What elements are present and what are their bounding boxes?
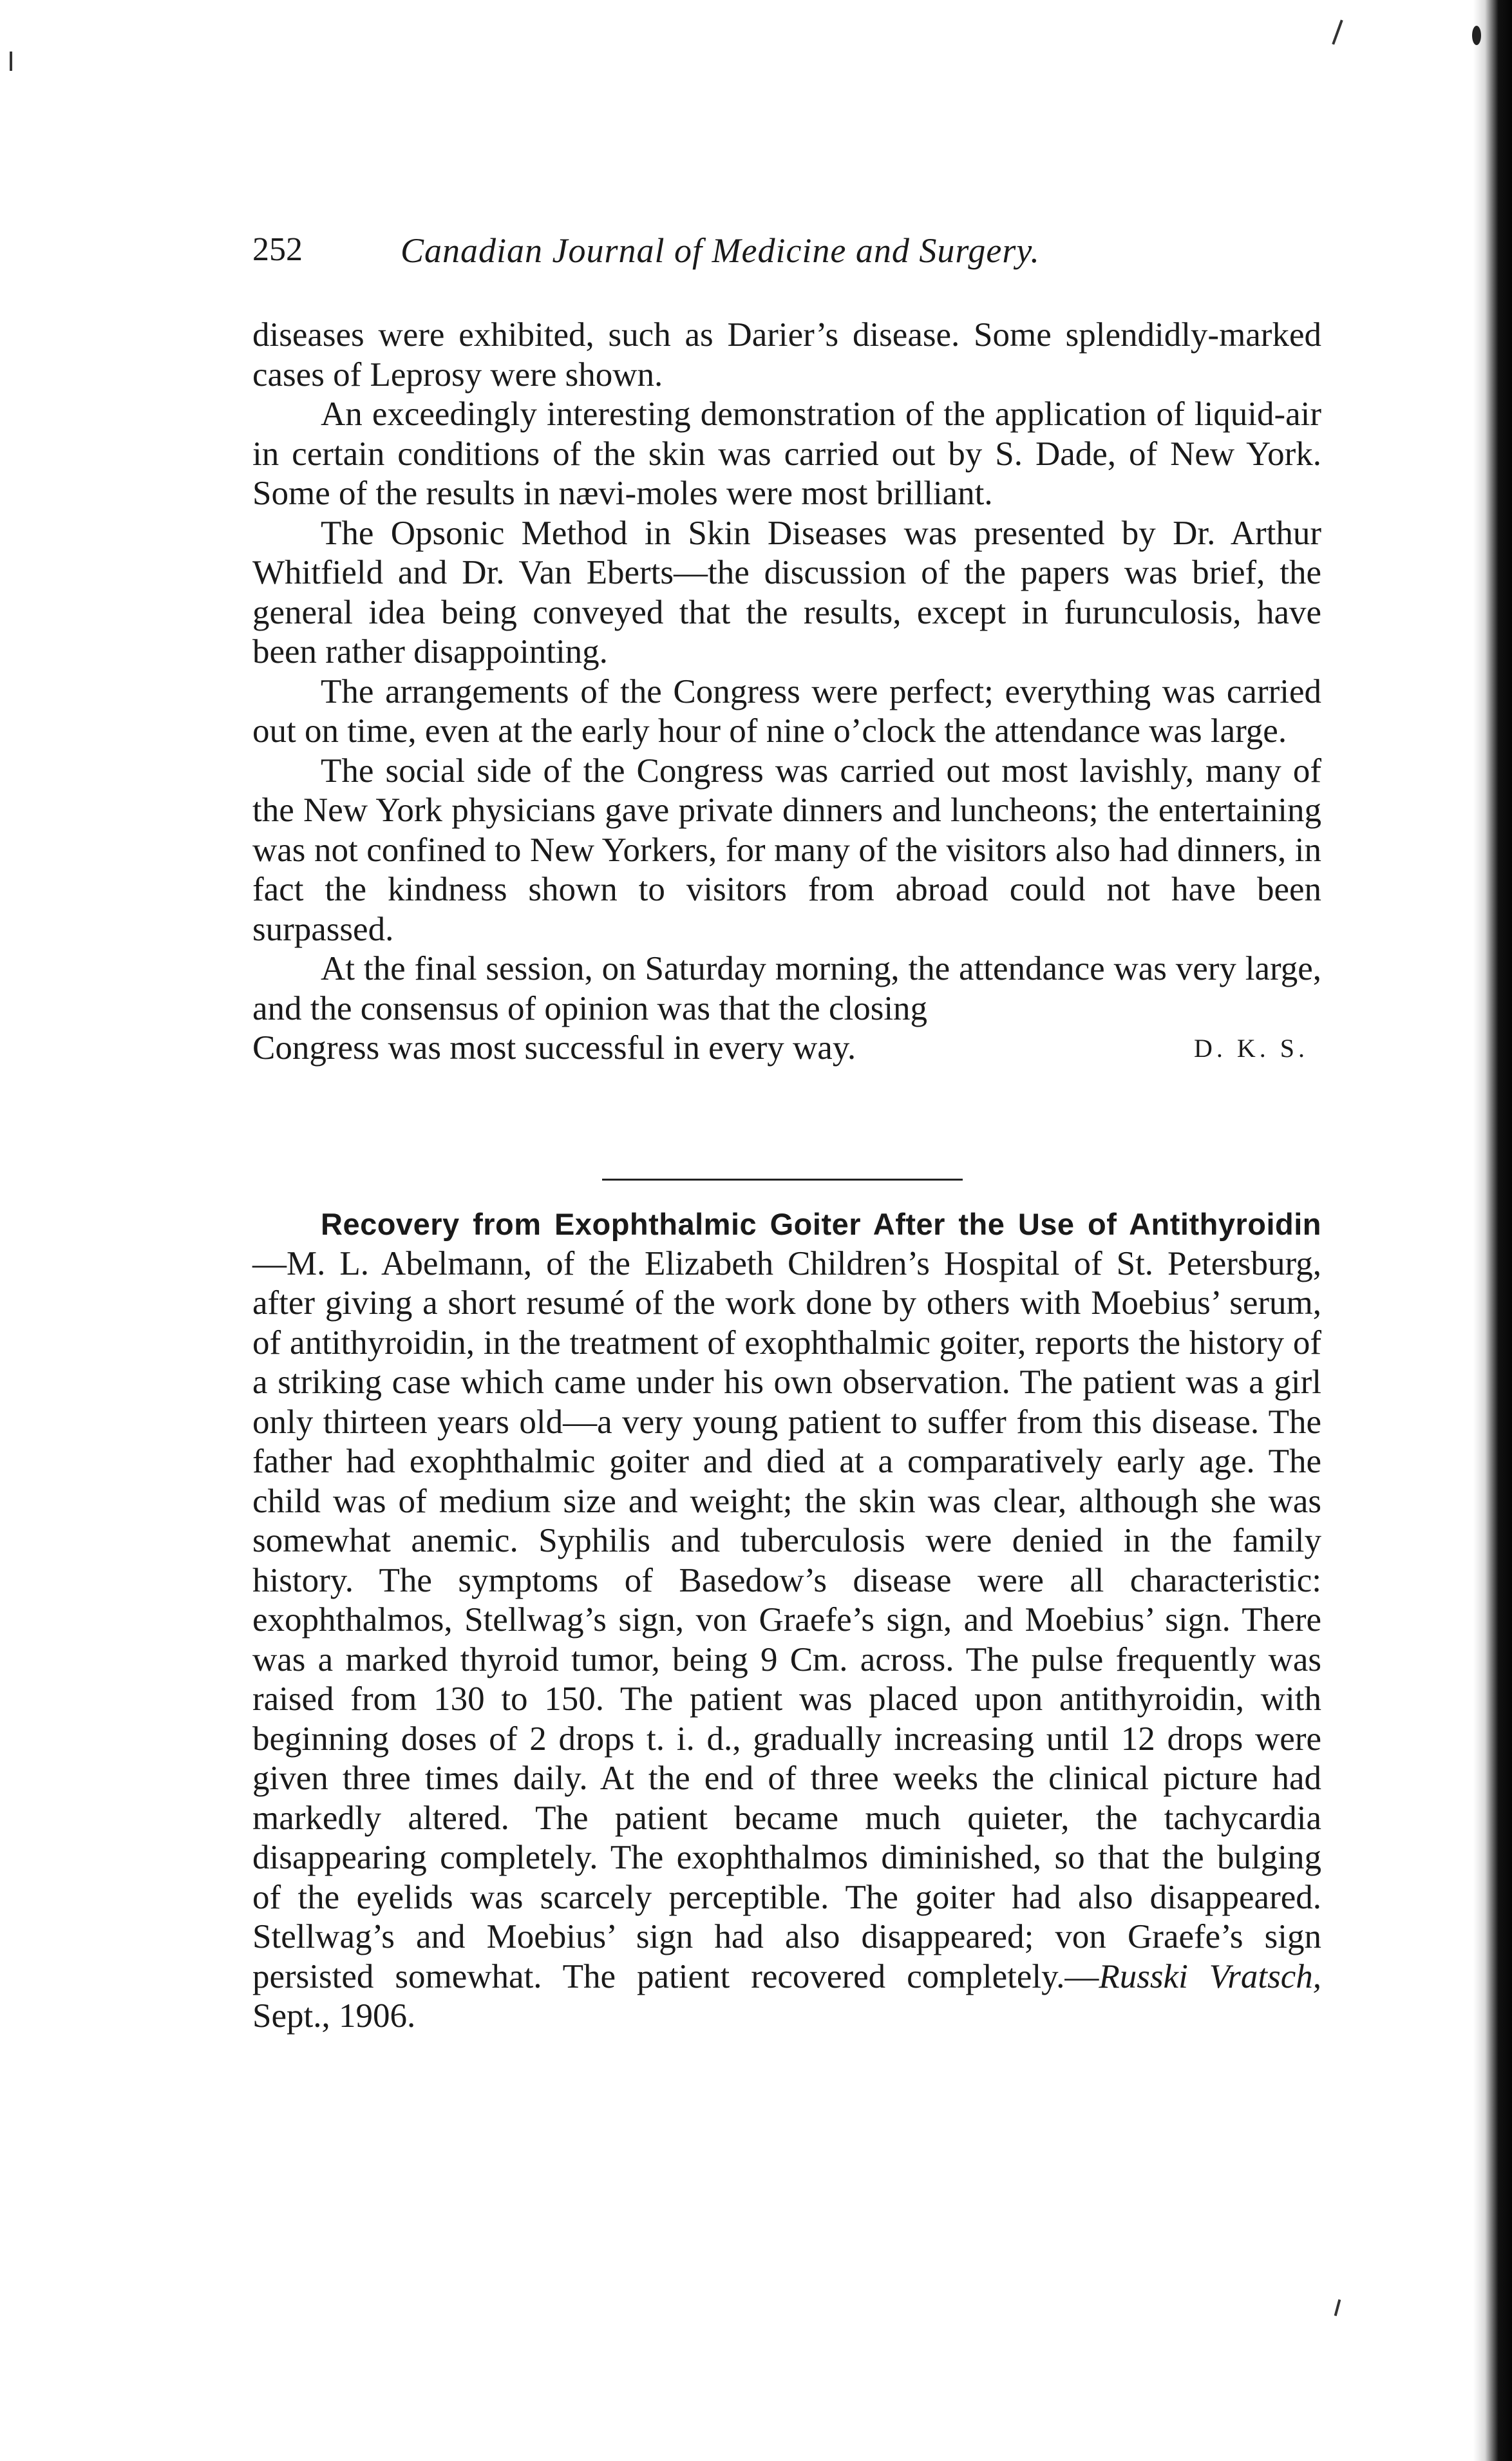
running-head: Canadian Journal of Medicine and Surgery. — [401, 231, 1040, 270]
author-initials: D. K. S. — [1193, 1034, 1309, 1063]
article-body: M. L. Abelmann, of the Elizabeth Children’s Hospital of St. Petersburg, after giving a short resumé of the work done by others with Moebius’ serum, of antithyroidin, in the treatment of exophthalmic goiter, reports the history of a striking case which came under his own observation. The patient was a girl only thirteen years old—a very young patient to suffer from this disease. The father had exophthalmic goiter and died at a comparatively early age. The child was of medium size and weight; the skin was clear, although she was somewhat anemic. Syphilis and tuberculosis were denied in the family history. The symptoms of Basedow’s disease were all characteristic: exophthalmos, Stellwag’s sign, von Graefe’s sign, and Moebius’ sign. There was a marked thyroid tumor, being 9 Cm. across. The pulse frequently was raised from 130 to 150. The patient was placed upon antithyroidin, with beginning doses of 2 drops t. i. d., gradually increasing until 12 drops were given three times daily. At the end of three weeks the clinical picture had markedly altered. The patient became much quieter, the tachycardia disappearing completely. The exophthalmos diminished, so that the bulging of the eyelids was scarcely perceptible. The goiter had also disappeared. Stellwag’s and Moebius’ sign had also disappeared; von Graefe’s sign persisted somewhat. The patient recovered completely.— — [252, 1244, 1321, 1995]
article-paragraph — [252, 1204, 1321, 2037]
closing-text: Congress was most successful in every way. — [252, 1029, 856, 1067]
article-title: Recovery from Exophthalmic Goiter After the Use of Antithyroidin — [321, 1207, 1321, 1241]
abstract-article — [252, 1204, 1321, 2037]
report-paragraph: An exceedingly interesting demonstration of the application of liquid-air in certain conditions of the skin was carried out by S. Dade, of New York. Some of the results in nævi-moles were most brilliant. — [252, 395, 1321, 512]
scan-mark — [1332, 20, 1343, 45]
binding-edge — [1473, 0, 1512, 2461]
report-paragraph: The social side of the Congress was carried out most lavishly, many of the New York physicians gave private dinners and luncheons; the entertaining was not confined to New Yorkers, for many of the visitors also had dinners, in fact the kindness shown to visitors from abroad could not have been surpassed. — [252, 752, 1321, 948]
report-paragraph: The Opsonic Method in Skin Diseases was presented by Dr. Arthur Whitfield and Dr. Van Eberts—the discussion of the papers was brief, the general idea being conveyed that the results, except in furunculosis, have been rather disappointing. — [252, 514, 1321, 670]
report-paragraph: diseases were exhibited, such as Darier’s disease. Some splendidly-marked cases of Leprosy were shown. — [252, 316, 1321, 394]
page-number: 252 — [252, 231, 303, 268]
report-paragraph: The arrangements of the Congress were perfect; everything was carried out on time, even at the early hour of nine o’clock the attendance was large. — [252, 672, 1321, 750]
report-closing-line — [252, 1029, 1321, 1069]
page-header — [252, 231, 1315, 276]
source-journal: Russki Vratsch, — [1099, 1957, 1321, 1995]
source-date: Sept., 1906. — [252, 1997, 416, 2035]
congress-report — [252, 316, 1321, 1069]
scan-speck — [1472, 26, 1481, 45]
scan-mark — [10, 52, 12, 71]
title-dash: — — [252, 1244, 287, 1282]
report-paragraph: At the final session, on Saturday morning, the attendance was very large, and the consensus of opinion was that the closing — [252, 950, 1321, 1027]
section-divider — [602, 1179, 963, 1181]
scan-mark — [1334, 2299, 1341, 2316]
